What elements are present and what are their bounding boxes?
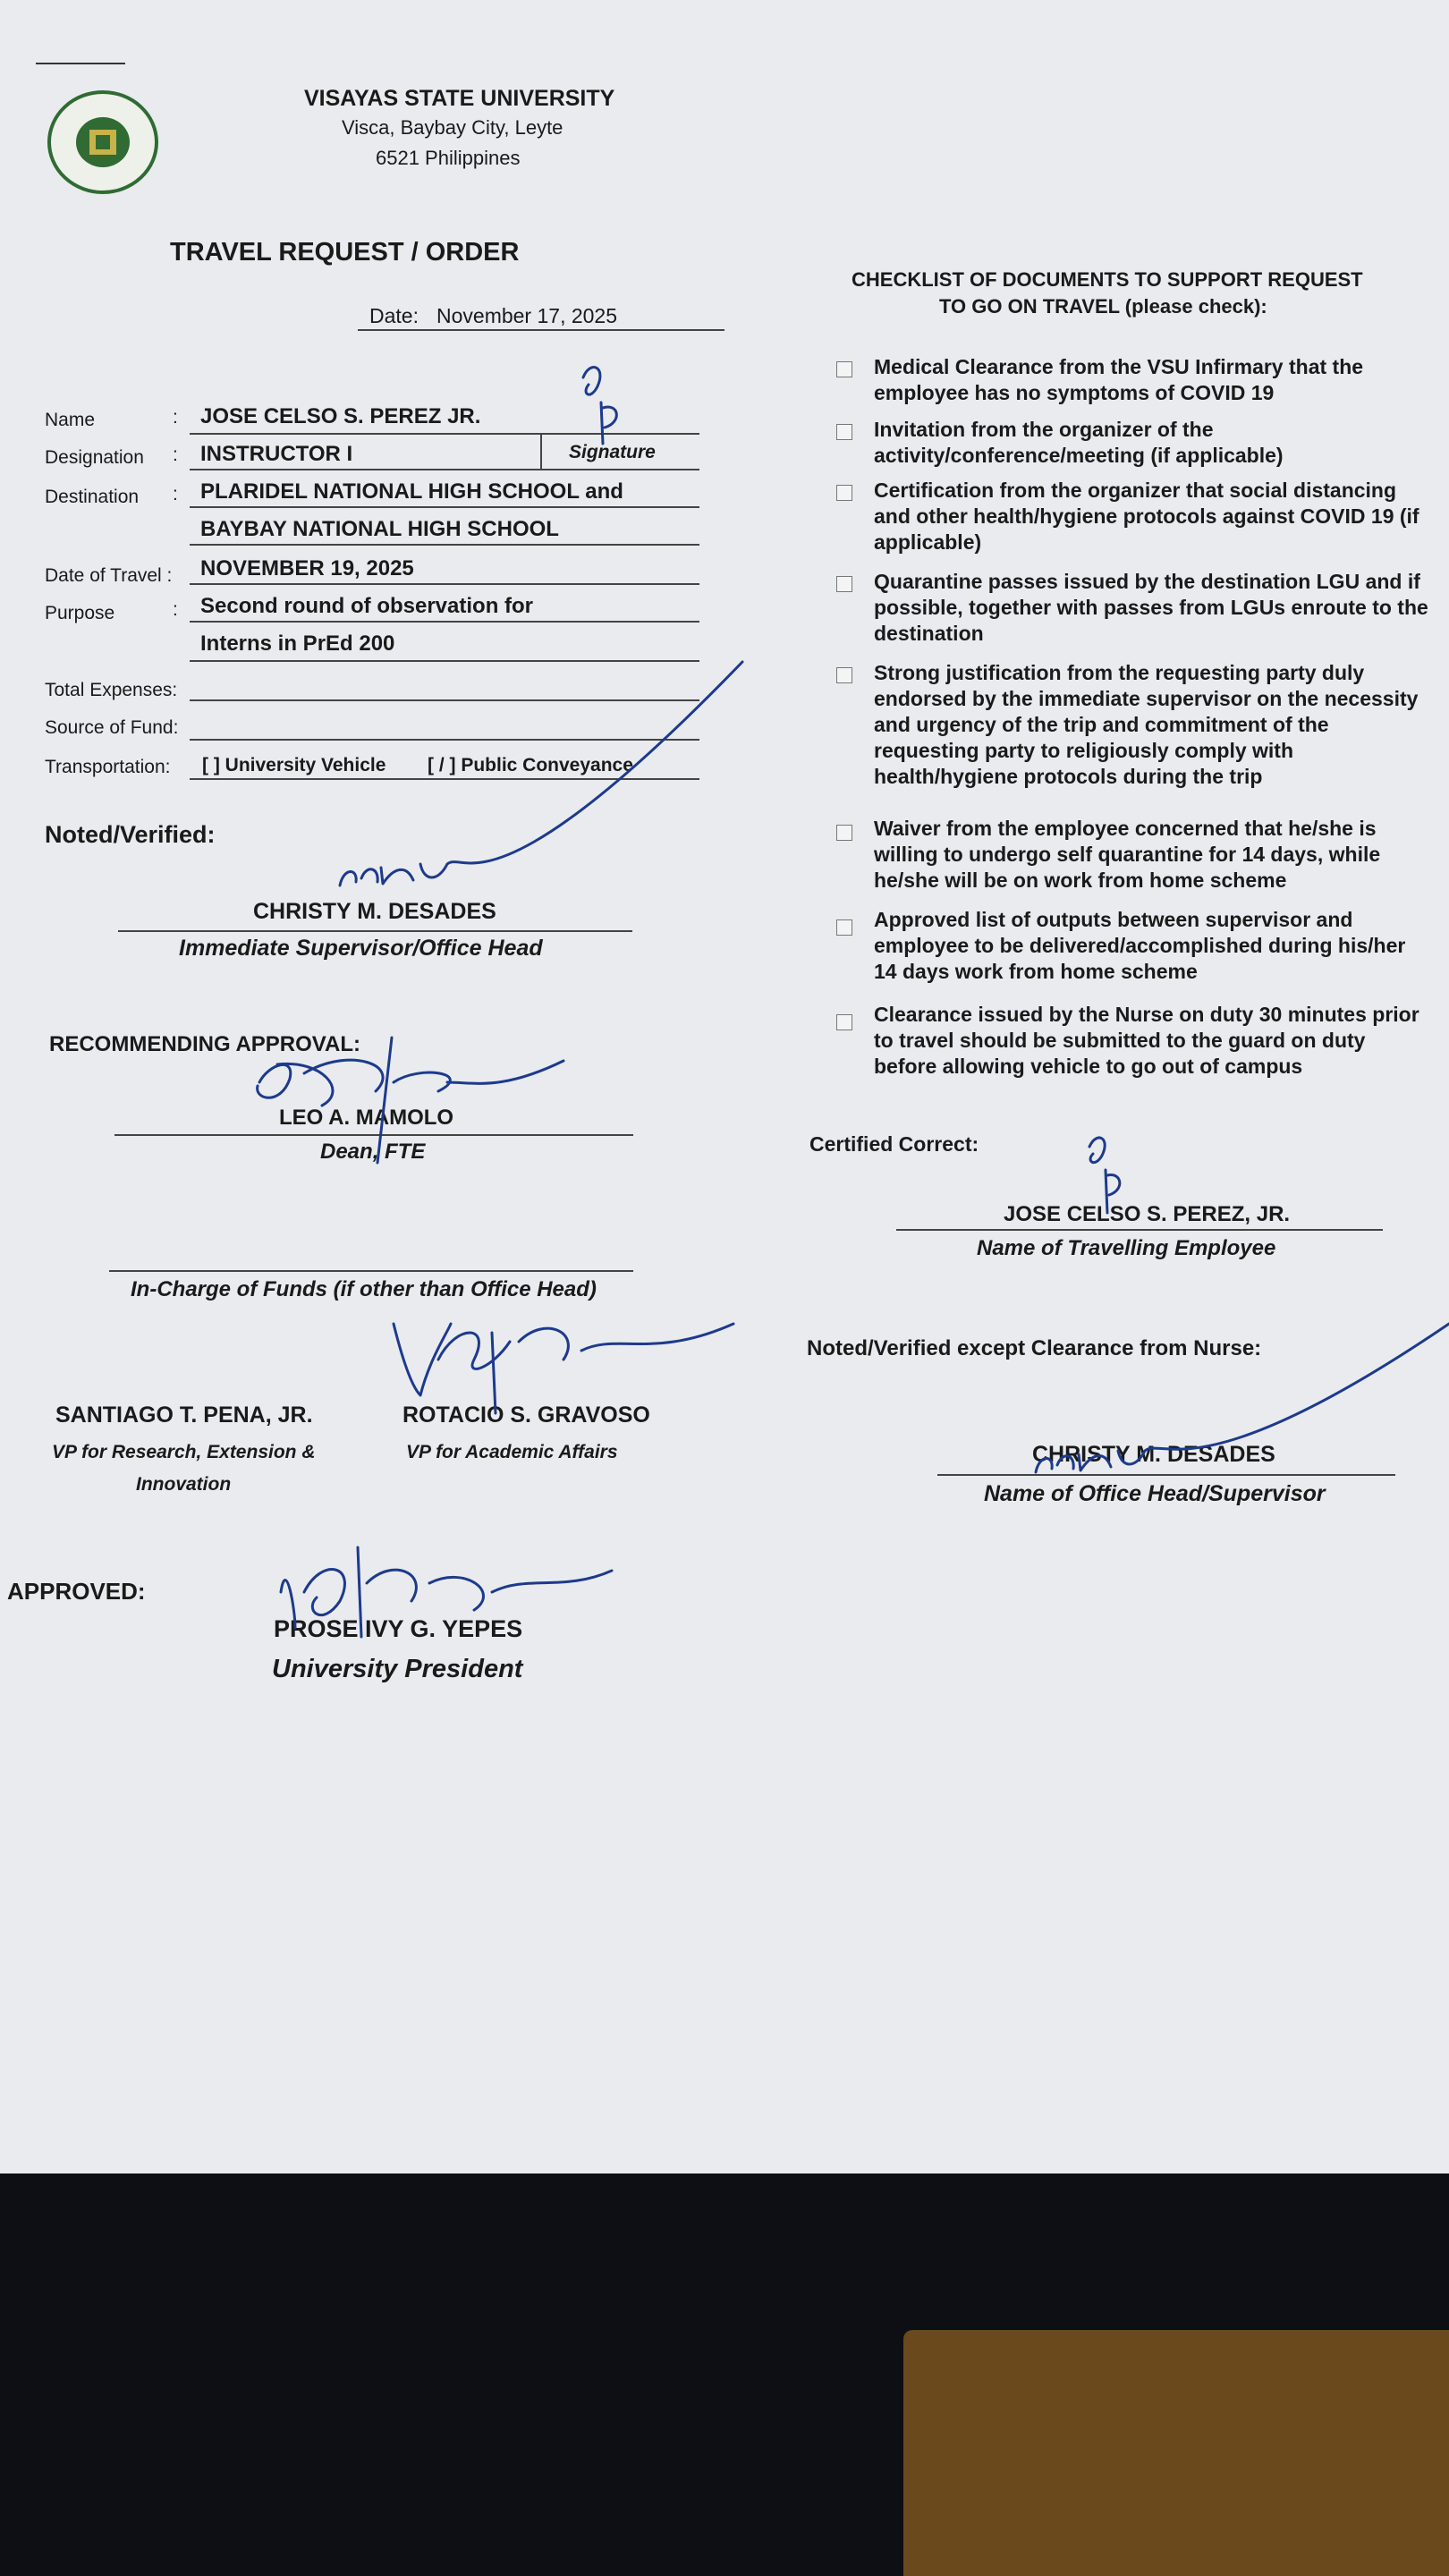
office-head-title: Name of Office Head/Supervisor (984, 1481, 1326, 1506)
purpose-line-1: Second round of observation for (200, 594, 534, 618)
designation-label: Designation (45, 447, 144, 468)
supervisor-title: Immediate Supervisor/Office Head (179, 936, 543, 961)
checklist-item: Invitation from the organizer of the activity/conference/meeting (if applicable) (874, 418, 1284, 467)
supervisor-line (118, 930, 632, 932)
date-value: November 17, 2025 (436, 304, 618, 327)
purpose-label: Purpose (45, 603, 115, 623)
transportation-label: Transportation: (45, 757, 171, 777)
checklist-item: Quarantine passes issued by the destination LGU and if possible, together with passes from LGUs enroute to the destination (874, 570, 1428, 645)
designation-value: INSTRUCTOR I (200, 442, 353, 466)
transport-option-university-vehicle: [ ] University Vehicle (202, 755, 386, 775)
funds-title: In-Charge of Funds (if other than Office Head) (131, 1277, 597, 1301)
checklist-item: Medical Clearance from the VSU Infirmary that the employee has no symptoms of COVID 19 (874, 355, 1364, 404)
date-of-travel-line (190, 583, 699, 585)
name-label: Name (45, 410, 96, 430)
dean-signature (242, 1029, 572, 1181)
employee-signature (1070, 1127, 1141, 1225)
office-head-name: CHRISTY M. DESADES (1032, 1442, 1275, 1467)
checklist-title-1: CHECKLIST OF DOCUMENTS TO SUPPORT REQUEST (852, 268, 1363, 291)
dean-name: LEO A. MAMOLO (279, 1106, 454, 1130)
employee-title: Name of Travelling Employee (977, 1236, 1276, 1260)
date-of-travel-label: Date of Travel : (45, 565, 173, 586)
transport-option-public-conveyance: [ / ] Public Conveyance (428, 755, 633, 775)
employee-name: JOSE CELSO S. PEREZ, JR. (1004, 1202, 1291, 1226)
checklist-checkbox[interactable] (836, 825, 852, 841)
designation-line (190, 469, 699, 470)
noted-verified-label: Noted/Verified: (45, 821, 216, 848)
signature-label: Signature (569, 442, 656, 462)
checklist-checkbox[interactable] (836, 576, 852, 592)
colon: : (173, 407, 178, 428)
president-title: University President (272, 1655, 523, 1683)
checklist-checkbox[interactable] (836, 1014, 852, 1030)
colon: : (173, 599, 178, 620)
president-name: PROSE IVY G. YEPES (274, 1615, 523, 1642)
checklist-title-2: TO GO ON TRAVEL (please check): (939, 295, 1267, 318)
dean-title: Dean, FTE (320, 1140, 426, 1164)
form-title: TRAVEL REQUEST / ORDER (170, 238, 520, 267)
destination-underline-2 (190, 544, 699, 546)
checklist-checkbox[interactable] (836, 361, 852, 377)
checklist-checkbox[interactable] (836, 424, 852, 440)
certified-correct-label: Certified Correct: (809, 1132, 979, 1156)
date-label: Date: (369, 304, 419, 327)
signature-divider (540, 433, 542, 470)
university-name: VISAYAS STATE UNIVERSITY (304, 86, 615, 111)
checklist-item: Waiver from the employee concerned that he/she is willing to undergo self quarantine for 14 days, while he/she will be on work from home scheme (874, 817, 1381, 892)
vp-academic-name: ROTACIO S. GRAVOSO (402, 1402, 650, 1428)
name-value: JOSE CELSO S. PEREZ JR. (200, 404, 481, 428)
employee-line (896, 1229, 1383, 1231)
supervisor-name: CHRISTY M. DESADES (253, 899, 496, 924)
checklist-item: Certification from the organizer that social distancing and other health/hygiene protocols against COVID 19 (if applicable) (874, 479, 1419, 554)
colon: : (173, 484, 178, 504)
supervisor-signature (331, 653, 778, 921)
checklist-item: Strong justification from the requesting party duly endorsed by the immediate supervisor on the necessity and urgency of the trip and commitment of the requesting party to religiously comply with health/hygiene protocols during the trip (874, 661, 1419, 788)
vp-academic-signature (385, 1306, 742, 1431)
purpose-underline-1 (190, 621, 699, 623)
checklist-item: Clearance issued by the Nurse on duty 30 minutes prior to travel should be submitted to the guard on duty before allowing vehicle to go out of campus (874, 1003, 1419, 1078)
recommending-approval-label: RECOMMENDING APPROVAL: (49, 1032, 360, 1056)
university-address-1: Visca, Baybay City, Leyte (342, 116, 564, 139)
funds-line (109, 1270, 633, 1272)
date-line (358, 329, 724, 331)
destination-line-2: BAYBAY NATIONAL HIGH SCHOOL (200, 517, 559, 541)
applicant-signature (564, 358, 644, 456)
destination-underline-1 (190, 506, 699, 508)
date-of-travel-value: NOVEMBER 19, 2025 (200, 556, 414, 580)
checklist-checkbox[interactable] (836, 667, 852, 683)
noted-except-label: Noted/Verified except Clearance from Nurse: (807, 1336, 1262, 1360)
president-signature (268, 1538, 626, 1646)
checklist-checkbox[interactable] (836, 485, 852, 501)
vp-academic-title: VP for Academic Affairs (406, 1442, 618, 1462)
approved-label: APPROVED: (7, 1578, 146, 1605)
vp-research-name: SANTIAGO T. PENA, JR. (55, 1402, 313, 1428)
vp-research-title-2: Innovation (136, 1474, 232, 1495)
university-address-2: 6521 Philippines (376, 147, 521, 169)
checklist-checkbox[interactable] (836, 919, 852, 936)
total-expenses-label: Total Expenses: (45, 680, 178, 700)
purpose-line-2: Interns in PrEd 200 (200, 631, 395, 656)
checklist-item: Approved list of outputs between supervisor and employee to be delivered/accomplished during his/her 14 days work from home scheme (874, 908, 1406, 983)
university-seal-icon (47, 89, 159, 195)
colon: : (173, 445, 178, 465)
brown-card-object (903, 2330, 1449, 2576)
corner-mark (36, 63, 125, 64)
destination-line-1: PLARIDEL NATIONAL HIGH SCHOOL and (200, 479, 623, 504)
office-head-signature (1029, 1315, 1449, 1512)
source-of-fund-label: Source of Fund: (45, 717, 179, 738)
vp-research-title-1: VP for Research, Extension & (52, 1442, 316, 1462)
destination-label: Destination (45, 487, 140, 507)
